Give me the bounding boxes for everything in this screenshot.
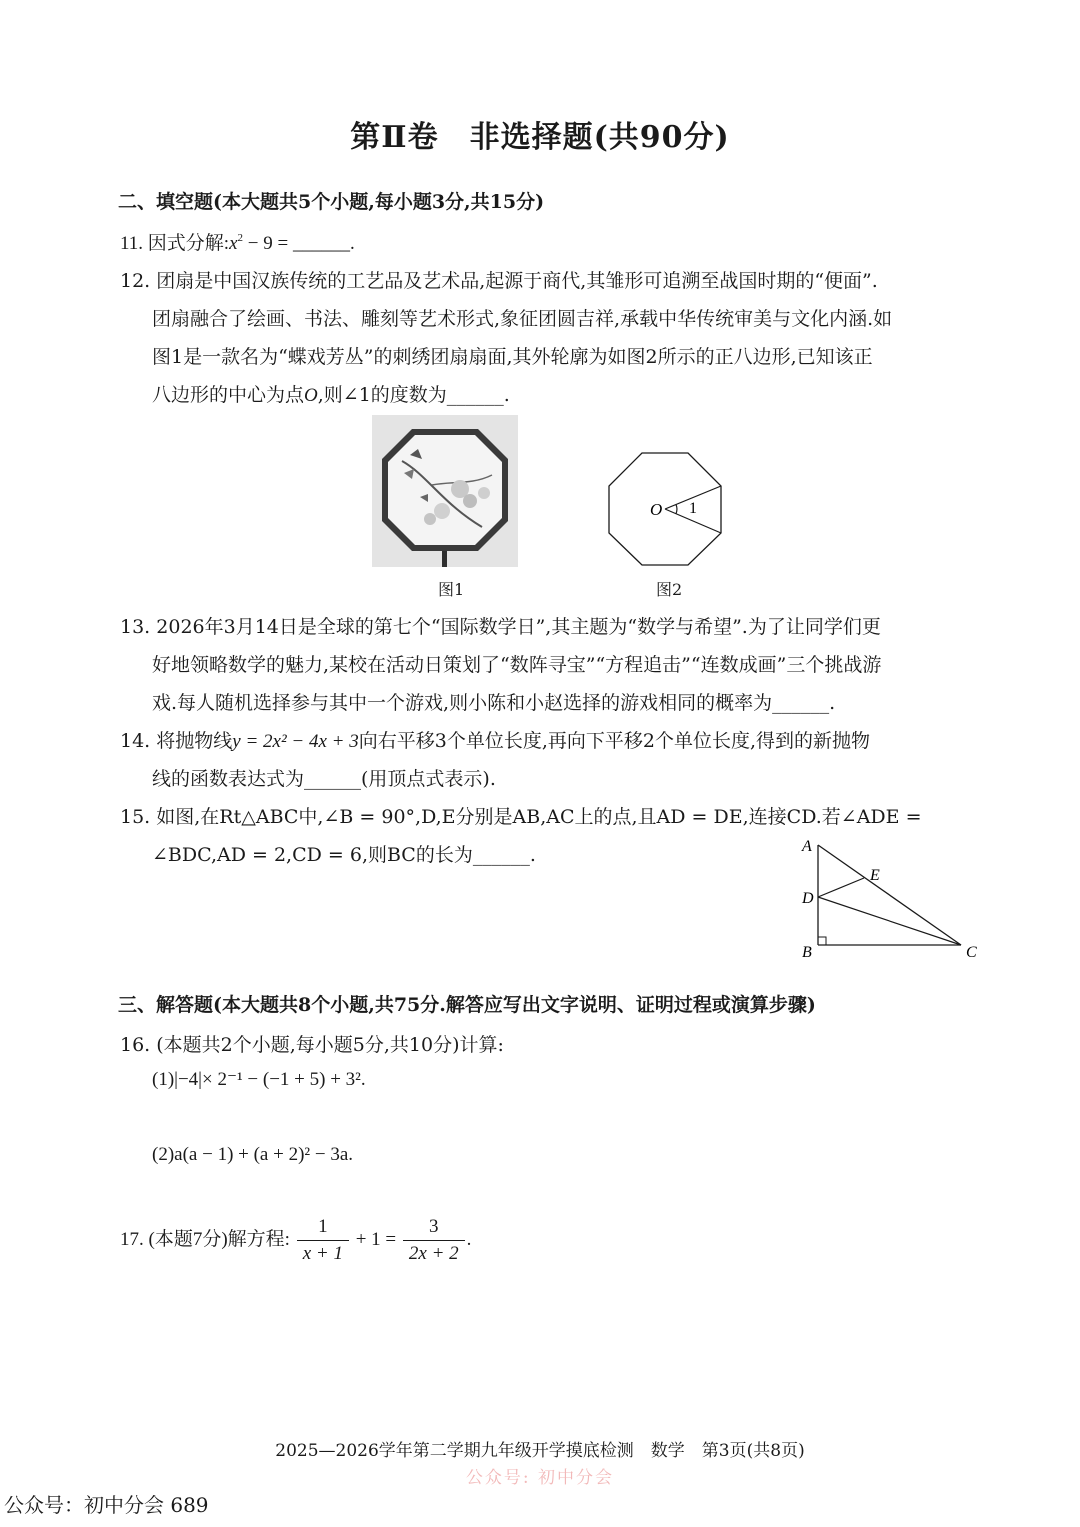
fraction-rhs	[403, 1216, 465, 1265]
question-number: 15.	[120, 806, 151, 828]
section-heading-solutions: 三、解答题(本大题共8个小题,共75分.解答应写出文字说明、证明过程或演算步骤)	[118, 994, 816, 1016]
question-text: 将抛物线	[156, 730, 233, 752]
question-15-line-1	[120, 802, 922, 829]
question-number: 11.	[120, 233, 144, 254]
question-text: 团扇是中国汉族传统的工艺品及艺术品,起源于商代,其雏形可追溯至战国时期的“便面”.	[156, 270, 878, 292]
expr-exp: 2	[237, 232, 244, 244]
equation-middle: + 1 =	[355, 1228, 397, 1250]
figure-q15-triangle	[796, 835, 986, 963]
question-17	[120, 1216, 471, 1265]
label-angle-1: 1	[689, 500, 697, 517]
label-o: O	[650, 500, 663, 519]
label-b: B	[802, 944, 812, 961]
fraction-denominator: x + 1	[302, 1243, 343, 1264]
section-heading-fill-in: 二、填空题(本大题共5个小题,每小题3分,共15分)	[118, 191, 545, 213]
question-text: (本题7分)解方程:	[148, 1228, 290, 1250]
figure-2-octagon	[600, 447, 730, 577]
point-o: O	[304, 385, 318, 406]
question-13-line-3: 戏.每人随机选择参与其中一个游戏,则小陈和小赵选择的游戏相同的概率为______.	[152, 692, 836, 714]
figure-2-caption: 图2	[656, 580, 683, 599]
question-13-line-2: 好地领略数学的魅力,某校在活动日策划了“数阵寻宝”“方程追击”“连数成画”三个挑战游	[152, 654, 882, 676]
fraction-numerator: 1	[297, 1216, 349, 1241]
question-14-line-1	[120, 726, 870, 753]
question-16-intro	[120, 1030, 504, 1057]
question-16-part-1: (1)|−4|× 2⁻¹ − (−1 + 5) + 3².	[152, 1069, 366, 1090]
parabola-expression: y = 2x² − 4x + 3	[232, 731, 359, 752]
figure-1-fan-image	[372, 415, 518, 567]
label-e: E	[870, 867, 880, 884]
question-text: 如图,在Rt△ABC中,∠B = 90°,D,E分别是AB,AC上的点,且AD = DE,连接CD.若∠ADE =	[156, 806, 922, 828]
question-12-line-3: 图1是一款名为“蝶戏芳丛”的刺绣团扇扇面,其外轮廓为如图2所示的正八边形,已知该正	[152, 346, 873, 368]
question-number: 12.	[120, 270, 151, 292]
page-title: 第Ⅱ卷 非选择题(共90分)	[350, 120, 730, 155]
question-16-part-2: (2)a(a − 1) + (a + 2)² − 3a.	[152, 1144, 354, 1165]
label-d: D	[802, 890, 814, 907]
equation-end: .	[466, 1228, 472, 1250]
question-text: 因式分解:	[147, 233, 230, 254]
question-text: (本题共2个小题,每小题5分,共10分)计算:	[156, 1034, 504, 1056]
label-a: A	[802, 838, 812, 855]
question-12-line-1	[120, 266, 878, 293]
expr-rest: − 9 = ______.	[243, 233, 355, 254]
figure-1-caption: 图1	[438, 580, 465, 599]
label-c: C	[966, 944, 977, 961]
fraction-denominator: 2x + 2	[408, 1243, 459, 1264]
question-number: 17.	[120, 1228, 144, 1250]
question-number: 16.	[120, 1034, 151, 1056]
question-12-line-4	[152, 380, 510, 407]
question-number: 13.	[120, 616, 151, 638]
fraction-numerator: 3	[403, 1216, 465, 1241]
question-number: 14.	[120, 730, 151, 752]
question-text: 2026年3月14日是全球的第七个“国际数学日”,其主题为“数学与希望”.为了让同学们更	[156, 616, 881, 638]
watermark-text: 公众号：初中分会 689	[4, 1493, 209, 1517]
page-footer: 2025—2026学年第二学期九年级开学摸底检测 数学 第3页(共8页)	[275, 1441, 805, 1461]
question-12-line-2: 团扇融合了绘画、书法、雕刻等艺术形式,象征团圆吉祥,承载中华传统审美与文化内涵.如	[152, 308, 893, 330]
question-11	[120, 228, 355, 255]
fraction-lhs	[297, 1216, 349, 1265]
question-13-line-1	[120, 612, 881, 639]
question-14-line-2: 线的函数表达式为______(用顶点式表示).	[152, 768, 496, 790]
watermark-red: 公众号: 初中分会	[465, 1468, 615, 1488]
question-text: 八边形的中心为点	[152, 384, 305, 406]
question-text: ,则∠1的度数为______.	[317, 384, 510, 406]
expr-var: x	[229, 233, 238, 254]
question-text: 向右平移3个单位长度,再向下平移2个单位长度,得到的新抛物	[358, 730, 871, 752]
question-15-line-2: ∠BDC,AD = 2,CD = 6,则BC的长为______.	[152, 844, 536, 866]
